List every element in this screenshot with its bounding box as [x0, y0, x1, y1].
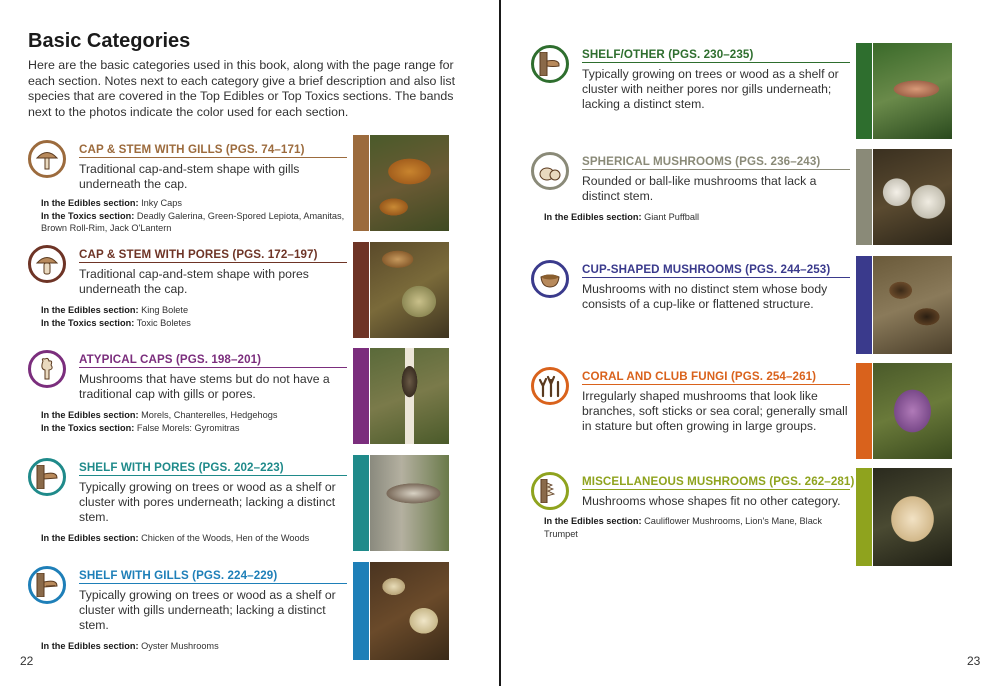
photo-bolete-mushroom: [370, 242, 449, 338]
category-description: Traditional cap-and-stem shape with pores underneath the cap.: [79, 267, 309, 296]
section-color-band: [353, 455, 369, 551]
edibles-label: In the Edibles section:: [41, 533, 139, 543]
miscellaneous-icon: [531, 472, 569, 510]
category-notes: [41, 409, 351, 434]
edibles-list: Cauliflower Mushrooms, Lion's Mane, Black Trumpet: [544, 516, 822, 539]
intro-paragraph: Here are the basic categories used in this book, along with the page range for each section. Notes next to each category give a brief description and also list species that are covered in the Top Edibles or Top Toxics sections. The bands next to the photos indicate the color used for each section.: [28, 58, 456, 119]
shelf-other-icon: [531, 45, 569, 83]
category-notes: [41, 197, 351, 235]
category-cup-shaped: [531, 260, 861, 350]
category-heading: CAP & STEM WITH GILLS (PGS. 74–171): [79, 143, 347, 158]
edibles-label: In the Edibles section:: [41, 198, 139, 208]
photo-gilled-mushroom: [370, 135, 449, 231]
category-heading: CORAL AND CLUB FUNGI (PGS. 254–261): [582, 370, 850, 385]
section-color-band: [353, 135, 369, 231]
category-description: Mushrooms that have stems but do not have a traditional cap with gills or pores.: [79, 372, 330, 401]
category-notes: [544, 211, 854, 224]
category-description: Typically growing on trees or wood as a shelf or cluster with gills underneath; lacking a distinct stem.: [79, 588, 336, 632]
category-photo: [856, 43, 952, 139]
cup-shaped-icon: [531, 260, 569, 298]
edibles-label: In the Edibles section:: [41, 410, 139, 420]
photo-shelf-pores-mushroom: [370, 455, 449, 551]
section-color-band: [353, 562, 369, 660]
category-description: Rounded or ball-like mushrooms that lack a distinct stem.: [582, 174, 817, 203]
edibles-list: Oyster Mushrooms: [141, 641, 219, 651]
photo-cup-mushroom: [873, 256, 952, 354]
section-color-band: [353, 242, 369, 338]
category-notes: [41, 640, 351, 653]
toxics-list: False Morels: Gyromitras: [136, 422, 240, 433]
category-description: Mushrooms with no distinct stem whose body consists of a cup-like or flattened structure.: [582, 282, 828, 311]
section-color-band: [353, 348, 369, 444]
edibles-list: Inky Caps: [141, 198, 182, 208]
category-photo: [856, 256, 952, 354]
category-photo: [353, 135, 449, 231]
category-description: Typically growing on trees or wood as a shelf or cluster with neither pores nor gills underneath; lacking a distinct stem.: [582, 67, 839, 111]
category-photo: [856, 363, 952, 459]
category-description: Irregularly shaped mushrooms that look like branches, soft sticks or sea coral; generally small in stature but often growing in large groups.: [582, 389, 848, 433]
category-shelf-other: [531, 45, 861, 135]
category-heading: ATYPICAL CAPS (PGS. 198–201): [79, 353, 347, 368]
right-page: [501, 0, 1000, 686]
section-color-band: [856, 468, 872, 566]
edibles-list: King Bolete: [141, 305, 189, 315]
category-heading: SHELF WITH GILLS (PGS. 224–229): [79, 569, 347, 584]
category-coral-club: [531, 367, 861, 457]
edibles-list: Giant Puffball: [644, 212, 700, 222]
edibles-label: In the Edibles section:: [41, 305, 139, 315]
section-color-band: [856, 149, 872, 245]
edibles-label: In the Edibles section:: [41, 641, 139, 651]
category-heading: MISCELLANEOUS MUSHROOMS (PGS. 262–281): [582, 475, 855, 488]
page-number: 23: [967, 654, 981, 668]
toxics-list: Toxic Boletes: [136, 317, 191, 328]
coral-club-icon: [531, 367, 569, 405]
category-photo: [856, 149, 952, 245]
toxics-label: In the Toxics section:: [41, 422, 135, 433]
category-description: Traditional cap-and-stem shape with gills underneath the cap.: [79, 162, 300, 191]
photo-shelf-other-mushroom: [873, 43, 952, 139]
category-photo: [353, 242, 449, 338]
category-photo: [353, 562, 449, 660]
edibles-label: In the Edibles section:: [544, 212, 642, 222]
edibles-label: In the Edibles section:: [544, 516, 642, 526]
shelf-pores-icon: [28, 458, 66, 496]
edibles-list: Morels, Chanterelles, Hedgehogs: [141, 410, 278, 420]
category-atypical-caps: [28, 350, 358, 445]
cap-stem-gills-icon: [28, 140, 66, 178]
category-notes: [41, 532, 351, 545]
category-heading: SHELF WITH PORES (PGS. 202–223): [79, 461, 347, 476]
spherical-icon: [531, 152, 569, 190]
photo-coral-fungus: [873, 363, 952, 459]
page-title: Basic Categories: [28, 30, 191, 52]
category-description: Mushrooms whose shapes fit no other category.: [582, 494, 841, 508]
toxics-label: In the Toxics section:: [41, 210, 135, 221]
category-shelf-gills: [28, 566, 358, 661]
category-description: Typically growing on trees or wood as a shelf or cluster with pores underneath; lacking a distinct stem.: [79, 480, 336, 524]
edibles-list: Chicken of the Woods, Hen of the Woods: [141, 533, 310, 543]
photo-cauliflower-mushroom: [873, 468, 952, 566]
category-heading: CUP-SHAPED MUSHROOMS (PGS. 244–253): [582, 263, 850, 278]
category-spherical: [531, 152, 861, 242]
toxics-label: In the Toxics section:: [41, 317, 135, 328]
cap-stem-pores-icon: [28, 245, 66, 283]
toxics-list: Deadly Galerina, Green-Spored Lepiota, Amanitas, Brown Roll-Rim, Jack O'Lantern: [41, 210, 345, 233]
category-photo: [353, 348, 449, 444]
photo-morel-mushroom: [370, 348, 449, 444]
category-heading: SHELF/OTHER (PGS. 230–235): [582, 48, 850, 63]
category-cap-stem-pores: [28, 245, 358, 335]
category-heading: SPHERICAL MUSHROOMS (PGS. 236–243): [582, 155, 850, 170]
photo-oyster-mushroom: [370, 562, 449, 660]
shelf-gills-icon: [28, 566, 66, 604]
category-photo: [856, 468, 952, 566]
page-number: 22: [20, 654, 34, 668]
atypical-cap-icon: [28, 350, 66, 388]
section-color-band: [856, 256, 872, 354]
category-photo: [353, 455, 449, 551]
section-color-band: [856, 43, 872, 139]
left-page: [0, 0, 499, 686]
category-shelf-pores: [28, 458, 358, 553]
photo-puffball-mushroom: [873, 149, 952, 245]
category-notes: [544, 515, 844, 540]
category-miscellaneous: [531, 472, 861, 562]
category-cap-stem-gills: [28, 140, 358, 240]
category-heading: CAP & STEM WITH PORES (PGS. 172–197): [79, 248, 347, 263]
category-notes: [41, 304, 351, 329]
section-color-band: [856, 363, 872, 459]
